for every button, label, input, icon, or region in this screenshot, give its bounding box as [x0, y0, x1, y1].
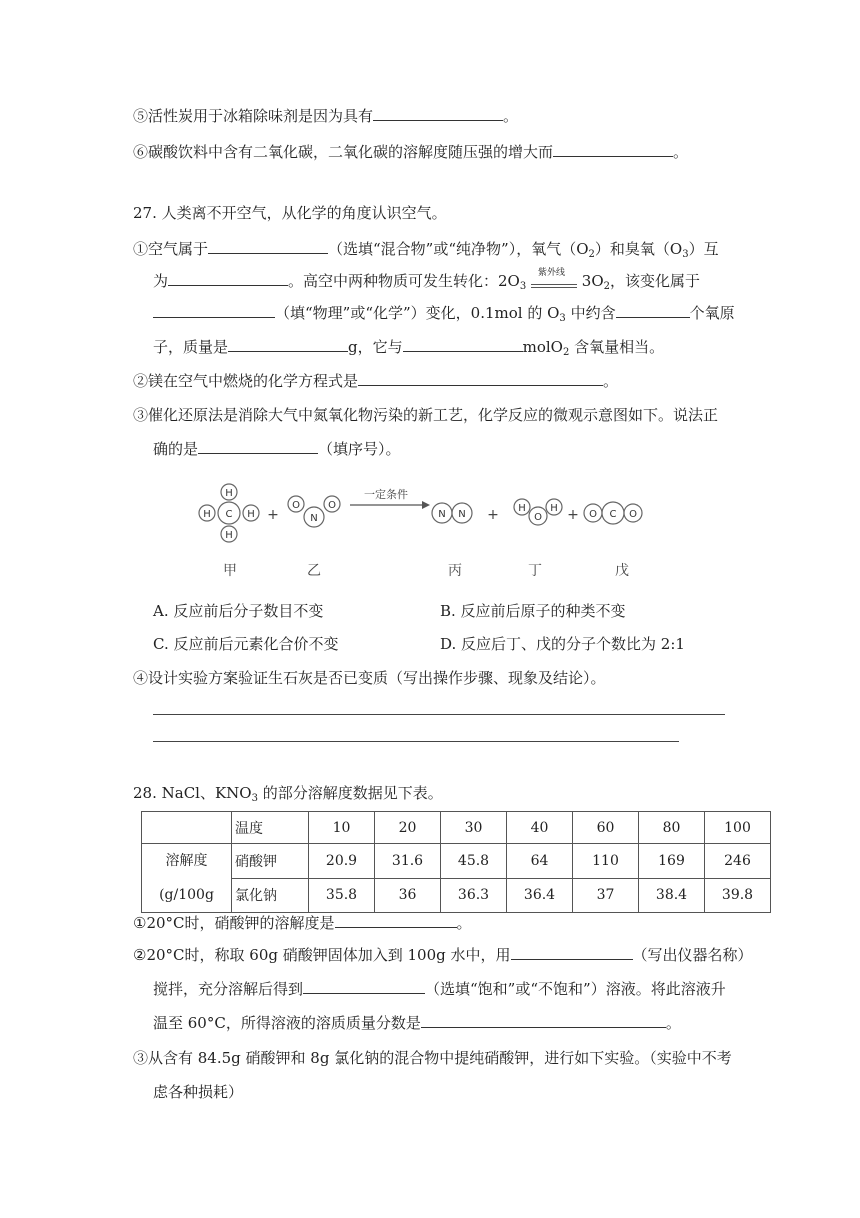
- answer-blank[interactable]: [303, 979, 425, 994]
- q27-p1-line4: 子，质量是 g，它与 molO$_2$ 含氧量相当。: [153, 338, 665, 358]
- q28-title: 28. NaCl、$KNO_3$ 的部分溶解度数据见下表。: [133, 784, 443, 804]
- q27-title: 27. 人类离不开空气，从化学的角度认识空气。: [133, 204, 447, 222]
- q28-p2-line1: ②20°C时，称取 60g 硝酸钾固体加入到 100g 水中，用 （写出仪器名称）: [133, 946, 753, 964]
- q27-p1-line3: （填“物理”或“化学”）变化，0.1mol 的 $O_3$ 中约含 个氧原: [153, 303, 735, 323]
- q27-p4: ④设计实验方案验证生石灰是否已变质（写出操作步骤、现象及结论）。: [133, 669, 606, 687]
- svg-text:+: +: [267, 507, 279, 523]
- svg-text:C: C: [609, 509, 617, 520]
- svg-text:+: +: [567, 507, 579, 523]
- label-jia: 甲: [223, 563, 237, 579]
- option-c[interactable]: C. 反应前后元素化合价不变: [153, 635, 339, 653]
- svg-text:C: C: [225, 509, 233, 520]
- svg-text:H: H: [550, 503, 558, 514]
- table-row: 温度 10 20 30 40 60 80 100: [142, 812, 771, 844]
- label-yi: 乙: [307, 563, 321, 579]
- option-d[interactable]: D. 反应后丁、戊的分子个数比为 2:1: [440, 635, 685, 653]
- option-b[interactable]: B. 反应前后原子的种类不变: [440, 602, 626, 620]
- answer-blank[interactable]: [198, 439, 318, 454]
- solubility-table: [141, 811, 771, 913]
- answer-blank[interactable]: [335, 913, 457, 928]
- q28-p2-line3: 温至 60°C，所得溶液的溶质质量分数是 。: [153, 1014, 681, 1032]
- answer-blank[interactable]: [511, 945, 633, 960]
- svg-text:H: H: [225, 488, 233, 499]
- answer-blank[interactable]: [228, 337, 348, 352]
- svg-text:O: O: [292, 500, 300, 511]
- option-a[interactable]: A. 反应前后分子数目不变: [153, 602, 324, 620]
- svg-text:一定条件: 一定条件: [364, 488, 408, 501]
- answer-blank[interactable]: [208, 239, 328, 254]
- answer-blank[interactable]: [616, 303, 690, 318]
- table-row: 氯化钠 35.8 36 36.3 36.4 37 38.4 39.8: [142, 878, 771, 913]
- svg-text:O: O: [589, 509, 597, 520]
- q28-p3-line1: ③从含有 84.5g 硝酸钾和 8g 氯化钠的混合物中提纯硝酸钾，进行如下实验。（实验中不考: [133, 1049, 732, 1067]
- group-label: 溶解度 (g/100g: [142, 844, 232, 913]
- svg-text:O: O: [534, 512, 542, 523]
- answer-blank[interactable]: [168, 271, 288, 286]
- q28-p3-line2: 虑各种损耗）: [153, 1083, 244, 1101]
- svg-text:N: N: [458, 509, 466, 520]
- q26-item6: ⑥碳酸饮料中含有二氧化碳，二氧化碳的溶解度随压强的增大而 。: [133, 143, 689, 161]
- label-ding: 丁: [528, 563, 542, 579]
- q28-p1: ①20°C时，硝酸钾的溶解度是 。: [133, 914, 472, 932]
- label-bing: 丙: [448, 563, 462, 579]
- answer-blank[interactable]: [421, 1013, 666, 1028]
- svg-text:H: H: [203, 509, 211, 520]
- answer-line[interactable]: [153, 714, 725, 715]
- answer-blank[interactable]: [403, 337, 523, 352]
- svg-text:H: H: [225, 530, 233, 541]
- svg-text:O: O: [629, 509, 637, 520]
- uv-arrow: 紫外线: [531, 275, 577, 289]
- answer-blank[interactable]: [153, 303, 275, 318]
- q27-p3-line2: 确的是 （填序号）。: [153, 440, 401, 458]
- reaction-arrow: [350, 487, 430, 509]
- answer-line[interactable]: [153, 741, 679, 742]
- svg-text:O: O: [328, 500, 336, 511]
- q27-p2: ②镁在空气中燃烧的化学方程式是 。: [133, 372, 619, 390]
- svg-text:H: H: [518, 503, 526, 514]
- q28-p2-line2: 搅拌，充分溶解后得到 （选填“饱和”或“不饱和”）溶液。将此溶液升: [153, 980, 726, 998]
- q27-p3-line1: ③催化还原法是消除大气中氮氧化物污染的新工艺，化学反应的微观示意图如下。说法正: [133, 406, 719, 424]
- q27-p1-line2: 为 。高空中两种物质可发生转化：$2O_3$ 紫外线 $3O_2$，该变化属于: [153, 268, 701, 292]
- answer-blank[interactable]: [358, 371, 603, 386]
- svg-text:N: N: [438, 509, 446, 520]
- table-row: 溶解度 (g/100g 硝酸钾 20.9 31.6 45.8 64 110 169 246: [142, 844, 771, 879]
- svg-text:+: +: [487, 507, 499, 523]
- q26-item5: ⑤活性炭用于冰箱除味剂是因为具有 。: [133, 107, 519, 125]
- svg-text:H: H: [247, 509, 255, 520]
- label-wu: 戊: [615, 563, 629, 579]
- answer-blank[interactable]: [373, 106, 503, 121]
- reaction-diagram: [190, 478, 670, 583]
- q27-p1-line1: ①空气属于 （选填“混合物”或“纯净物”），氧气$(O_2)$和臭氧$(O_3)$互: [133, 240, 719, 260]
- svg-text:N: N: [310, 513, 318, 524]
- answer-blank[interactable]: [553, 142, 673, 157]
